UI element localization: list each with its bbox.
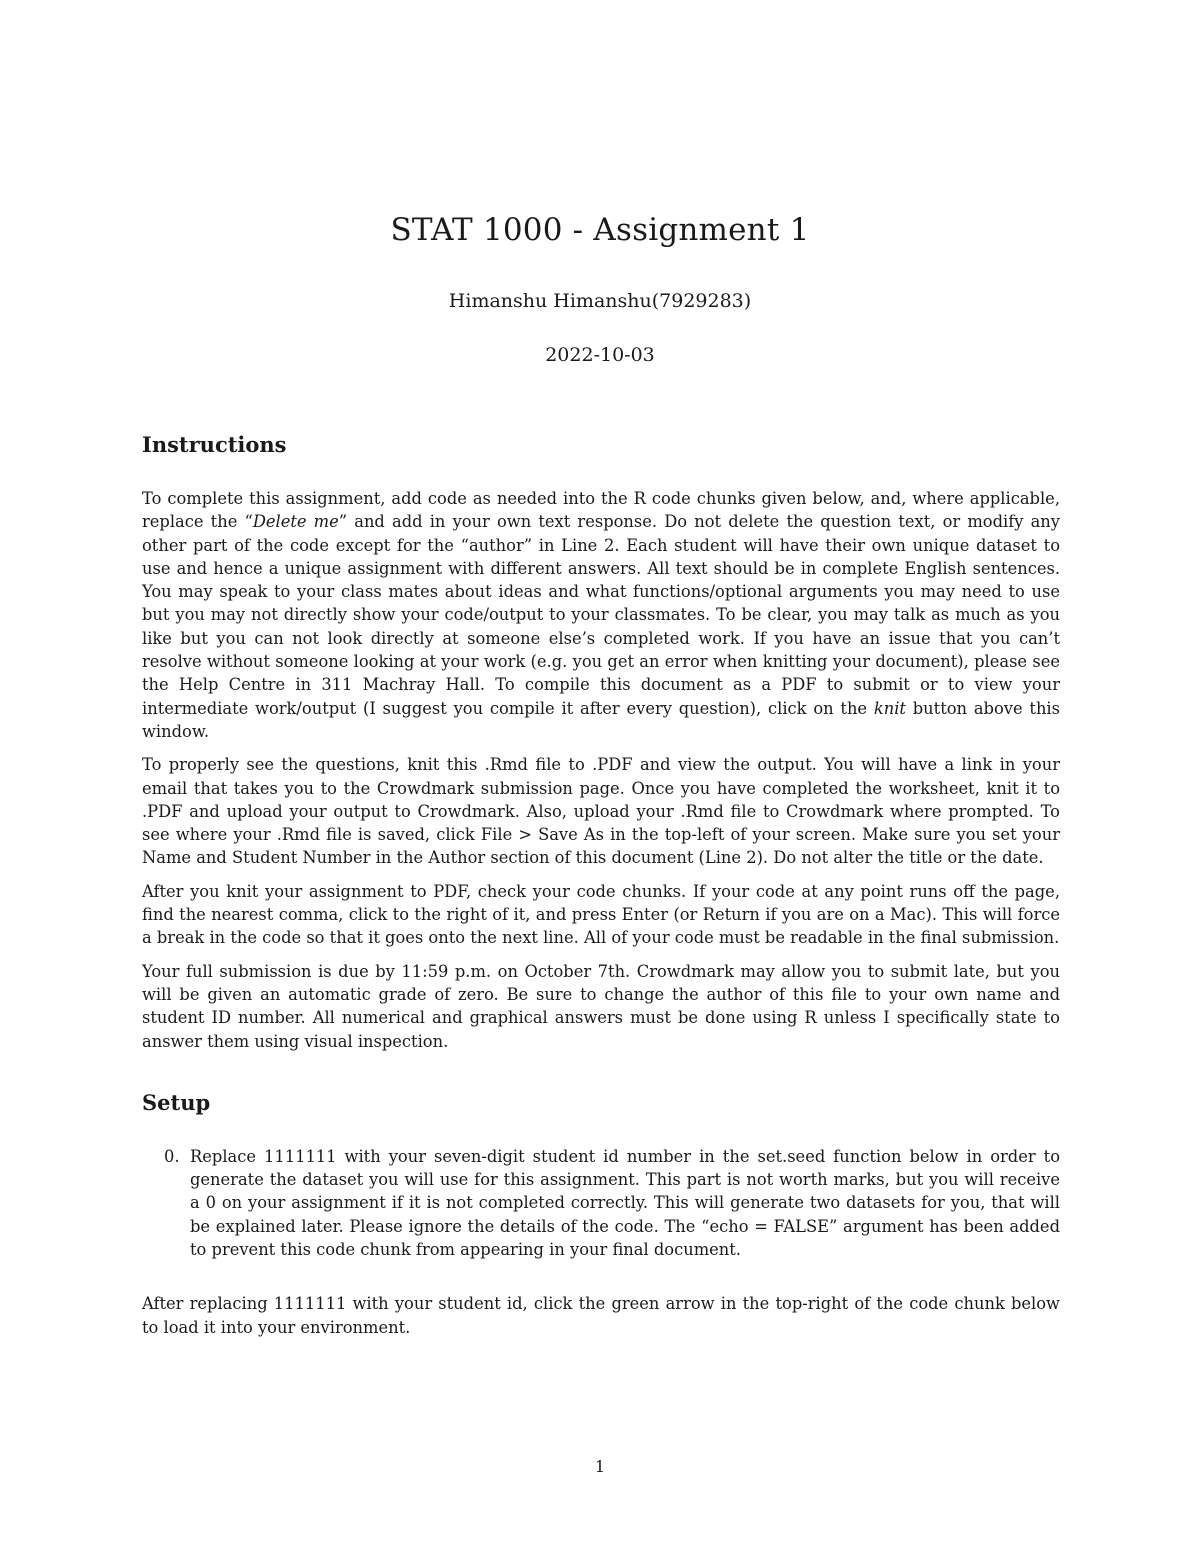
instructions-paragraph-1-text-c: button above this window. [142, 698, 1060, 741]
instructions-paragraph-4: Your full submission is due by 11:59 p.m. on October 7th. Crowdmark may allow you to submit late, but you will be given an automatic grade of zero. Be sure to change the author of this file to your own name and student ID number. All numerical and graphical answers must be done using R unless I specifically state to answer them using visual inspection. [142, 961, 1060, 1051]
setup-list-marker: 0. [164, 1146, 180, 1166]
instructions-heading: Instructions [142, 432, 287, 457]
delete-me-emphasis: Delete me [252, 512, 339, 532]
document-date: 2022-10-03 [545, 344, 655, 366]
document-body [142, 430, 1060, 1349]
setup-heading: Setup [142, 1089, 211, 1115]
instructions-paragraph-1-text-b: ” and add in your own text response. Do not delete the question text, or modify any other part of the code except for the “author” in Line 2. Each student will have their own unique dataset to use and hence a unique assignment with different answers. All text should be in complete English sentences. You may speak to your class mates about ideas and what functions/optional arguments you may need to use but you may not directly show your code/output to your classmates. To be clear, you may talk as much as you like but you can not look directly at someone else’s completed work. If you have an issue that you can’t resolve without someone looking at your work (e.g. you get an error when knitting your document), please see the Help Centre in 311 Machray Hall. To compile this document as a PDF to submit or to view your intermediate work/output (I suggest you compile it after every question), click on the [142, 512, 1060, 718]
document-title: STAT 1000 - Assignment 1 [390, 212, 810, 248]
setup-after-paragraph: After replacing 1111111 with your student id, click the green arrow in the top-right of the code chunk below to load it into your environment. [142, 1294, 1060, 1337]
instructions-paragraph-1 [142, 487, 1060, 743]
instructions-paragraph-1-text-a: To complete this assignment, add code as needed into the R code chunks given below, and, where applicable, replace the “ [142, 489, 1060, 532]
setup-list-item [142, 1145, 1060, 1261]
instructions-paragraph-3: After you knit your assignment to PDF, check your code chunks. If your code at any point runs off the page, find the nearest comma, click to the right of it, and press Enter (or Return if you are on a Mac). This will force a break in the code so that it goes onto the next line. All of your code must be readable in the final submission. [142, 881, 1060, 948]
document-author: Himanshu Himanshu(7929283) [448, 290, 752, 312]
instructions-paragraph-2: To properly see the questions, knit this .Rmd file to .PDF and view the output. You will have a link in your email that takes you to the Crowdmark submission page. Once you have completed the worksheet, knit it to .PDF and upload your output to Crowdmark. Also, upload your .Rmd file to Crowdmark where prompted. To see where your .Rmd file is saved, click File > Save As in the top-left of your screen. Make sure you set your Name and Student Number in the Author section of this document (Line 2). Do not alter the title or the date. [142, 755, 1060, 868]
knit-emphasis: knit [873, 698, 906, 718]
page-number: 1 [594, 1457, 606, 1476]
setup-list-text: Replace 1111111 with your seven-digit student id number in the set.seed function below in order to generate the dataset you will use for this assignment. This part is not worth marks, but you will receive a 0 on your assignment if it is not completed correctly. This will generate two datasets for you, that will be explained later. Please ignore the details of the code. The “echo = FALSE” argument has been added to prevent this code chunk from appearing in your final document. [190, 1146, 1060, 1260]
